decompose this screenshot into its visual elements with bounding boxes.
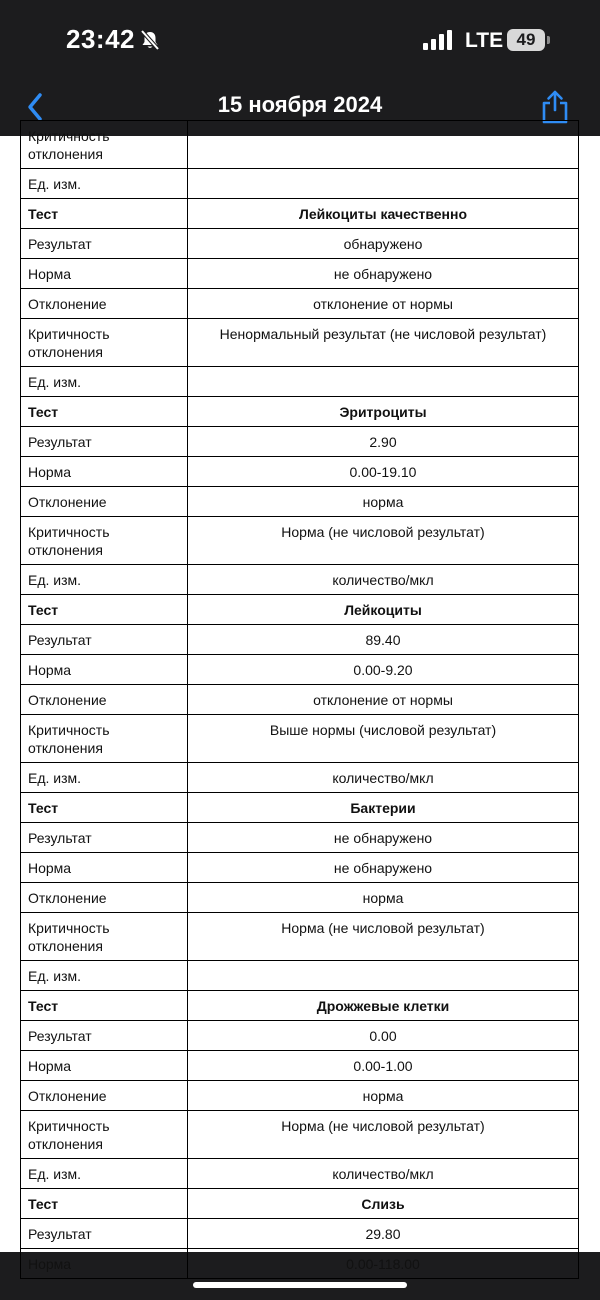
row-value: Ненормальный результат (не числовой результат) — [188, 319, 579, 367]
table-row — [21, 427, 579, 457]
table-row — [21, 883, 579, 913]
table-row — [21, 1159, 579, 1189]
row-value: норма — [188, 883, 579, 913]
row-value — [188, 961, 579, 991]
table-row — [21, 1249, 579, 1279]
row-value: Дрожжевые клетки — [188, 991, 579, 1021]
row-value: 0.00 — [188, 1021, 579, 1051]
document-view[interactable] — [0, 128, 600, 1272]
table-row — [21, 565, 579, 595]
battery-icon: 49 — [507, 29, 545, 51]
row-label: Критичность отклонения — [21, 913, 188, 961]
row-label: Тест — [21, 793, 188, 823]
row-value: Норма (не числовой результат) — [188, 517, 579, 565]
row-label: Критичность отклонения — [21, 319, 188, 367]
row-value: 0.00-9.20 — [188, 655, 579, 685]
row-value: Лейкоциты качественно — [188, 199, 579, 229]
table-row — [21, 1111, 579, 1159]
row-value: 0.00-19.10 — [188, 457, 579, 487]
row-value: Эритроциты — [188, 397, 579, 427]
row-label: Критичность отклонения — [21, 121, 188, 169]
row-label: Результат — [21, 823, 188, 853]
row-label: Отклонение — [21, 685, 188, 715]
table-row — [21, 229, 579, 259]
row-label: Норма — [21, 1249, 188, 1279]
row-label: Норма — [21, 655, 188, 685]
row-label: Ед. изм. — [21, 763, 188, 793]
row-value — [188, 121, 579, 169]
table-row — [21, 121, 579, 169]
table-row — [21, 853, 579, 883]
table-row — [21, 625, 579, 655]
row-value: Слизь — [188, 1189, 579, 1219]
row-label: Тест — [21, 595, 188, 625]
row-value: 29.80 — [188, 1219, 579, 1249]
row-value: обнаружено — [188, 229, 579, 259]
row-label: Ед. изм. — [21, 169, 188, 199]
row-label: Критичность отклонения — [21, 715, 188, 763]
row-value: норма — [188, 487, 579, 517]
row-label: Результат — [21, 625, 188, 655]
table-row — [21, 169, 579, 199]
row-value: количество/мкл — [188, 1159, 579, 1189]
table-row — [21, 517, 579, 565]
row-label: Отклонение — [21, 1081, 188, 1111]
row-value: количество/мкл — [188, 565, 579, 595]
table-row — [21, 487, 579, 517]
table-row — [21, 715, 579, 763]
row-label: Результат — [21, 427, 188, 457]
test-header-row — [21, 793, 579, 823]
row-label: Результат — [21, 229, 188, 259]
row-label: Норма — [21, 853, 188, 883]
table-row — [21, 1219, 579, 1249]
table-row — [21, 823, 579, 853]
row-value: не обнаружено — [188, 259, 579, 289]
row-label: Результат — [21, 1219, 188, 1249]
row-label: Отклонение — [21, 883, 188, 913]
row-label: Тест — [21, 199, 188, 229]
row-value: не обнаружено — [188, 853, 579, 883]
network-label: LTE — [465, 29, 504, 52]
table-row — [21, 913, 579, 961]
table-row — [21, 655, 579, 685]
row-value: Бактерии — [188, 793, 579, 823]
row-label: Тест — [21, 397, 188, 427]
table-row — [21, 1081, 579, 1111]
row-value: Норма (не числовой результат) — [188, 913, 579, 961]
row-value: не обнаружено — [188, 823, 579, 853]
table-row — [21, 1051, 579, 1081]
table-row — [21, 961, 579, 991]
row-label: Норма — [21, 259, 188, 289]
row-value: норма — [188, 1081, 579, 1111]
row-value: 89.40 — [188, 625, 579, 655]
table-row — [21, 1021, 579, 1051]
table-row — [21, 763, 579, 793]
row-label: Критичность отклонения — [21, 517, 188, 565]
row-value — [188, 367, 579, 397]
row-label: Ед. изм. — [21, 961, 188, 991]
table-row — [21, 685, 579, 715]
home-indicator[interactable] — [193, 1282, 407, 1288]
test-header-row — [21, 991, 579, 1021]
table-row — [21, 457, 579, 487]
results-table — [20, 120, 579, 1279]
row-label: Ед. изм. — [21, 565, 188, 595]
row-label: Отклонение — [21, 289, 188, 319]
test-header-row — [21, 1189, 579, 1219]
row-value: 2.90 — [188, 427, 579, 457]
row-value: количество/мкл — [188, 763, 579, 793]
table-row — [21, 259, 579, 289]
test-header-row — [21, 397, 579, 427]
status-bar — [0, 0, 600, 80]
status-time: 23:42 — [66, 24, 135, 54]
row-value: отклонение от нормы — [188, 289, 579, 319]
test-header-row — [21, 199, 579, 229]
row-label: Тест — [21, 1189, 188, 1219]
row-value — [188, 169, 579, 199]
row-label: Отклонение — [21, 487, 188, 517]
row-label: Ед. изм. — [21, 367, 188, 397]
test-header-row — [21, 595, 579, 625]
row-value: Лейкоциты — [188, 595, 579, 625]
row-value: отклонение от нормы — [188, 685, 579, 715]
table-row — [21, 319, 579, 367]
row-value: Норма (не числовой результат) — [188, 1111, 579, 1159]
row-label: Норма — [21, 1051, 188, 1081]
row-label: Результат — [21, 1021, 188, 1051]
table-row — [21, 367, 579, 397]
page-title: 15 ноября 2024 — [217, 92, 383, 117]
row-label: Ед. изм. — [21, 1159, 188, 1189]
row-value: 0.00-118.00 — [188, 1249, 579, 1279]
row-value: Выше нормы (числовой результат) — [188, 715, 579, 763]
table-row — [21, 289, 579, 319]
battery-tip — [547, 36, 550, 44]
row-label: Норма — [21, 457, 188, 487]
bell-muted-icon — [139, 29, 161, 51]
row-label: Критичность отклонения — [21, 1111, 188, 1159]
row-label: Тест — [21, 991, 188, 1021]
signal-icon — [423, 30, 453, 50]
row-value: 0.00-1.00 — [188, 1051, 579, 1081]
